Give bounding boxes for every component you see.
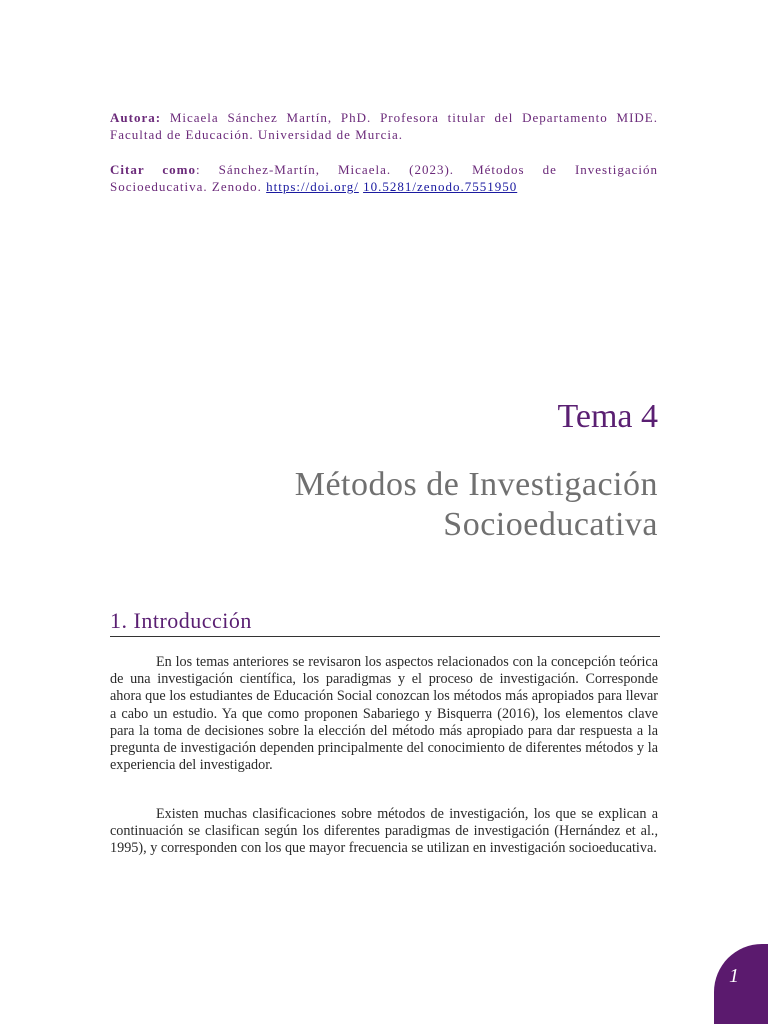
chapter-number: Tema 4: [557, 398, 658, 435]
author-note: [110, 109, 658, 143]
section-heading: 1. Introducción: [110, 608, 660, 637]
paragraph: Existen muchas clasificaciones sobre métodos de investigación, los que se explican a continuación se clasifican según los diferentes paradigmas de investigación (Hernández et al., 1995), y corresponden con los que mayor frecuencia se utilizan en investigación socioeducativa.: [110, 806, 658, 857]
author-label: Autora:: [110, 110, 162, 125]
author-text: Micaela Sánchez Martín, PhD. Profesora titular del Departamento MIDE. Facultad de Educación. Universidad de Murcia.: [110, 110, 658, 142]
zenodo-link[interactable]: 10.5281/zenodo.7551950: [363, 179, 518, 194]
paragraph: En los temas anteriores se revisaron los aspectos relacionados con la concepción teórica de una investigación científica, los paradigmas y el proceso de investigación. Corresponde ahora que los estudiantes de Educación Social conozcan los métodos más apropiados para llevar a cabo un estudio. Ya que como proponen Sabariego y Bisquerra (2016), los elementos clave para la toma de decisiones sobre la elección del método más apropiado para dar respuesta a la pregunta de investigación dependen principalmente del conocimiento de diferentes métodos y la experiencia del investigador.: [110, 654, 658, 774]
chapter-title: Métodos de Investigación Socioeducativa: [294, 466, 658, 543]
doi-link[interactable]: https://doi.org/: [266, 179, 359, 194]
page-number: 1: [729, 965, 739, 987]
citation-text: : Sánchez-Martín, Micaela. (2023). Métodos de Investigación Socioeducativa. Zenodo.: [110, 162, 658, 194]
citation-label: Citar como: [110, 162, 197, 177]
citation-note: [110, 161, 658, 195]
page-number-tab: [714, 944, 768, 1024]
